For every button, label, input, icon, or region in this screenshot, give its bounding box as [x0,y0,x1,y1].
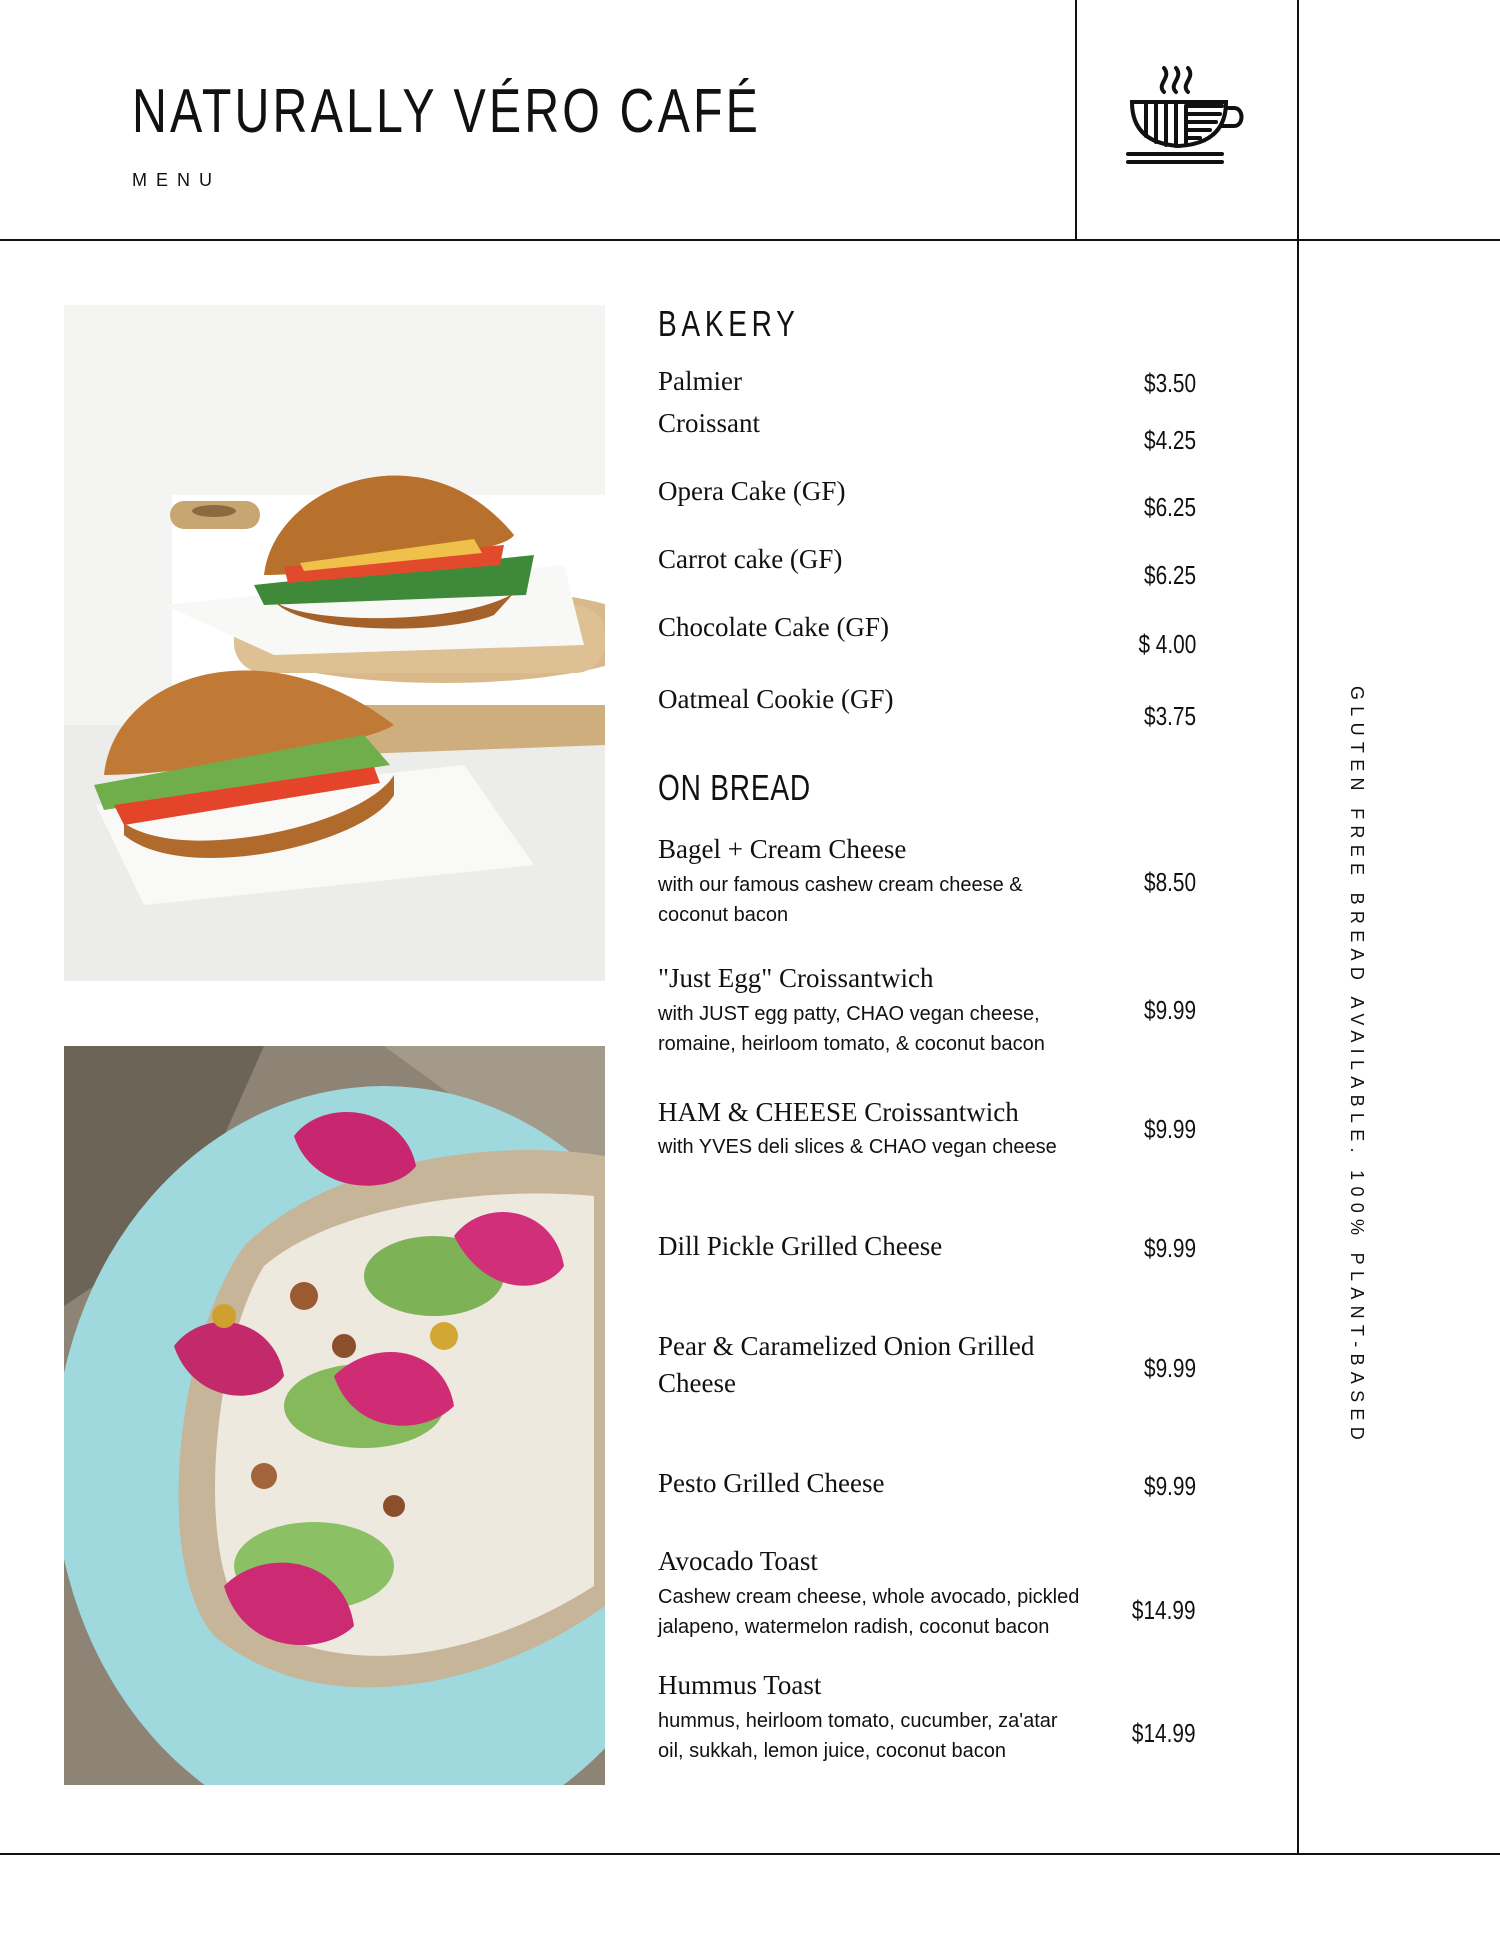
menu-item-price: $6.25 [1143,560,1196,590]
croissant-sandwich-photo [64,305,605,981]
menu-item-name: Chocolate Cake (GF) [658,612,889,642]
avocado-toast-photo [64,1046,605,1785]
menu-item-description: with JUST egg patty, CHAO vegan cheese, romaine, heirloom tomato, & coconut bacon [658,1003,1045,1055]
section-heading-bakery: BAKERY [658,303,800,344]
menu-item-price: $9.99 [1143,1233,1196,1263]
menu-item-price: $ 4.00 [1138,629,1196,659]
menu-item-name: "Just Egg" Croissantwich [658,963,934,993]
menu-item-price: $9.99 [1143,1114,1196,1144]
menu-item-name: Hummus Toast [658,1670,822,1700]
menu-item-price: $8.50 [1143,867,1196,897]
menu-subtitle: MENU [132,170,221,190]
menu-item-name: Avocado Toast [658,1546,818,1576]
menu-item-name: HAM & CHEESE Croissantwich [658,1097,1019,1127]
menu-item-name: Bagel + Cream Cheese [658,834,907,864]
menu-item-price: $14.99 [1132,1718,1196,1748]
side-note: GLUTEN FREE BREAD AVAILABLE. 100% PLANT-BASED [1347,686,1367,1447]
logo-box-divider [1075,0,1077,240]
menu-item-description: Cashew cream cheese, whole avocado, pickled jalapeno, watermelon radish, coconut bacon [658,1586,1080,1638]
menu-item-price: $9.99 [1143,1471,1196,1501]
menu-item-description: hummus, heirloom tomato, cucumber, za'atar oil, sukkah, lemon juice, coconut bacon [658,1710,1058,1762]
menu-item-name: Croissant [658,408,761,438]
menu-item-name: Dill Pickle Grilled Cheese [658,1231,943,1261]
header-divider [0,239,1500,241]
menu-item-description: with our famous cashew cream cheese & coconut bacon [658,874,1023,926]
menu-item-name: Carrot cake (GF) [658,544,843,574]
cafe-title: NATURALLY VÉRO CAFÉ [132,77,762,146]
menu-item-name: Pear & Caramelized Onion Grilled Cheese [658,1331,1035,1398]
coffee-cup-icon [1126,62,1248,170]
menu-item-name: Oatmeal Cookie (GF) [658,684,894,714]
right-column-divider [1297,0,1299,1855]
menu-item-price: $14.99 [1132,1595,1196,1625]
menu-item-price: $3.50 [1143,368,1196,398]
menu-item-name: Opera Cake (GF) [658,476,846,506]
menu-item-price: $9.99 [1143,995,1196,1025]
menu-item-price: $9.99 [1143,1353,1196,1383]
menu-item-price: $4.25 [1143,425,1196,455]
menu-item-price: $6.25 [1143,492,1196,522]
footer-divider [0,1853,1500,1855]
menu-item-name: Pesto Grilled Cheese [658,1468,885,1498]
menu-item-description: with YVES deli slices & CHAO vegan cheese [658,1136,1057,1158]
section-heading-on-bread: ON BREAD [658,767,811,808]
menu-item-name: Palmier [658,366,742,396]
menu-item-price: $3.75 [1143,701,1196,731]
